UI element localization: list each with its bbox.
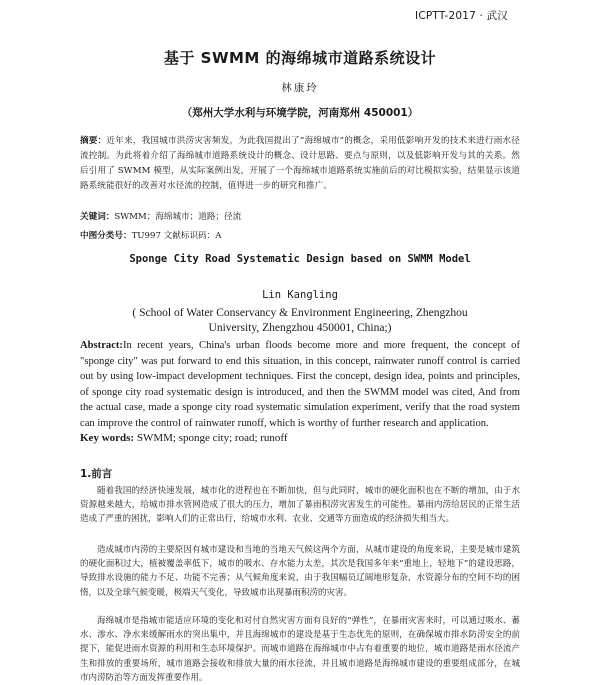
keywords-en <box>80 432 520 444</box>
classification-cn-text: TU997 文献标识码：A <box>131 231 222 241</box>
paper-title-en: Sponge City Road Systematic Design based on SWMM Model <box>129 253 471 265</box>
body-paragraph: 海绵城市是指城市能适应环境的变化和对付自然灾害方面有良好的“弹性”，在暴雨灾害来时，可以通过吸水、蓄水、渗水、净水来缓解雨水的突出集中，并且海绵城市的建设是基于生态优先的原则，在确保城市排水防涝安全的前提下，能促进雨水资源的利用和生态环境保护。而城市道路在海绵城市中占有着重要的地位，城市道路是雨水径流产生和排放的重要场所，城市道路会接收和排放大量的雨水径流，并且城市道路是海绵城市建设的重要组成部分，在城市内涝防治等方面发挥重要作用。 <box>80 616 520 683</box>
abstract-en-label: Abstract: <box>80 340 123 351</box>
body-paragraph: 随着我国的经济快速发展，城市化的进程也在不断加快，但与此同时，城市的硬化面积也在不断的增加，由于水资源越来越大，给城市排水管网造成了很大的压力，增加了暴雨积涝灾害发生的可能性。暴雨内涝给居民的正常生活造成了严重的困扰，影响人们的正常出行，给城市水利、农业、交通等方面造成的经济损失相当大。 <box>80 486 520 525</box>
paper-title: 基于 SWMM 的海绵城市道路系统设计 <box>163 49 437 67</box>
affiliation-en: ( School of Water Conservancy & Environment Engineering, Zhengzhou University, Zhengzhou 450001, China;) <box>132 307 468 334</box>
author-name-en: Lin Kangling <box>262 289 338 301</box>
conference-header: ICPTT-2017 · 武汉 <box>415 10 508 22</box>
abstract-cn-label: 摘要： <box>80 136 107 146</box>
abstract-cn <box>80 134 520 194</box>
author-name: 林康玲 <box>281 82 319 94</box>
section-heading: 1.前言 <box>80 468 113 480</box>
body-paragraph: 造成城市内涝的主要原因有城市建设和当地的当地天气候这两个方面，从城市建设的角度来说，主要是城市建筑的硬化面积过大，植被覆盖率低下，城市的吸水、存水能力太差，其次是我国多年来“重地上，轻地下”的建设思路，导致排水设施的能力不足、功能不完善；从气候角度来说，由于我国幅员辽阔地形复杂，水资源分布的空间不均的困惰，以及全球气候变暖，极端天气变化，导致城市出现暴雨积涝的灾害。 <box>80 545 520 598</box>
abstract-en-text: In recent years, China's urban floods become more and more frequent, the concept of "sponge city" was put forward to end this situation, in this concept, rainwater runoff control is carried out by using low-impact development techniques. First the concept, design idea, points and principles, of sponge city road systematic design is introduced, and then the SWMM model was cited, And from the actual case, made a sponge city road systematic simulation experiment, verify that the road system can improve the control of rainwater runoff, which is worthy of further research and application. <box>80 340 520 429</box>
abstract-cn-text: 近年来，我国城市洪涝灾害频发，为此我国提出了“海绵城市”的概念，采用低影响开发的技术来进行雨水径流控制。为此将着介绍了海绵城市道路系统设计的概念、设计思路、要点与原则，以及低影响开发与其的关系。然后引用了 SWMM 模型，从实际案例出发，开展了一个海绵城市道路系统实施前后的对比模拟实验，结果显示该道路系统能很好的改善对水径流的控制，值得进一步的研究和推广。 <box>80 136 520 191</box>
affiliation: （郑州大学水利与环境学院，河南郑州 450001） <box>181 107 419 119</box>
keywords-cn <box>80 210 520 222</box>
keywords-en-label: Key words: <box>80 432 135 444</box>
classification-cn-label: 中图分类号： <box>80 231 132 241</box>
classification-cn <box>80 229 520 241</box>
keywords-en-text: SWMM; sponge city; road; runoff <box>136 432 288 444</box>
keywords-cn-text: SWMM；海绵城市；道路；径流 <box>114 212 242 222</box>
keywords-cn-label: 关键词： <box>80 212 115 222</box>
abstract-en <box>80 338 520 431</box>
